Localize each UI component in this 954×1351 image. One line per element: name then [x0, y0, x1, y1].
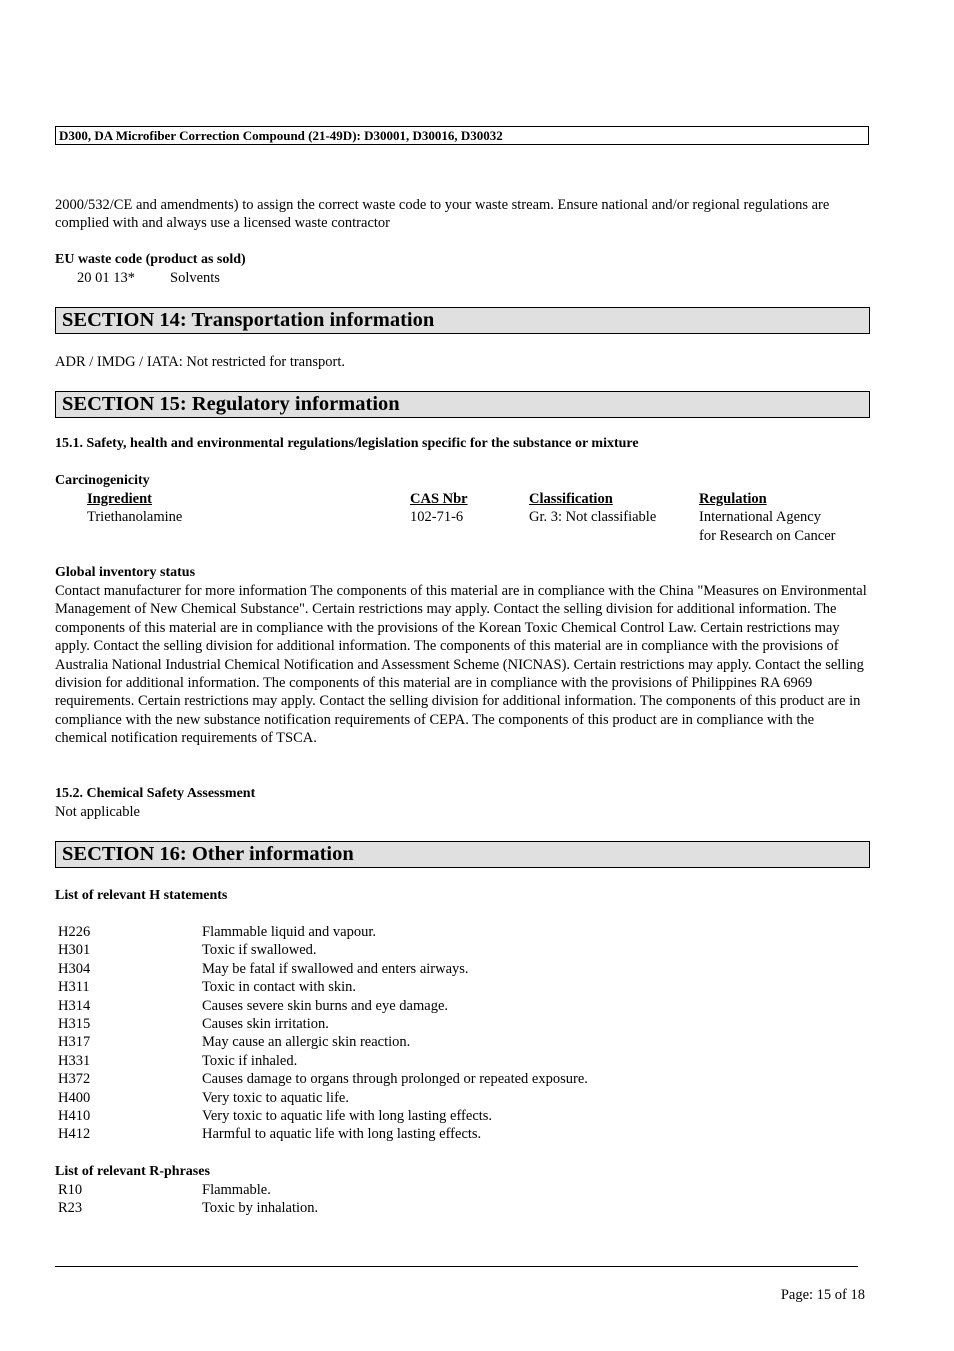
page-number: Page: 15 of 18	[780, 1287, 865, 1303]
h-statement-texts	[202, 923, 588, 1144]
h-statement-code: H317	[58, 1034, 91, 1051]
h-statement-code: H315	[58, 1015, 91, 1032]
chemical-safety-heading: 15.2. Chemical Safety Assessment	[55, 786, 256, 801]
h-statement-text: Harmful to aquatic life with long lasting effects.	[202, 1126, 482, 1143]
h-statement-text: May cause an allergic skin reaction.	[202, 1034, 411, 1051]
h-statements-heading: List of relevant H statements	[55, 888, 228, 903]
h-statement-text: Toxic in contact with skin.	[202, 979, 357, 996]
r-phrase-texts	[202, 1181, 318, 1218]
r-phrase-text: Flammable.	[202, 1182, 271, 1198]
h-statement-text: Flammable liquid and vapour.	[202, 924, 376, 940]
r-phrases-heading: List of relevant R-phrases	[55, 1164, 210, 1179]
table-cell-cas: 102-71-6	[410, 509, 464, 525]
r-phrase-codes	[58, 1181, 82, 1218]
h-statement-code: H372	[58, 1071, 91, 1088]
table-header-cas: CAS Nbr	[410, 491, 468, 507]
h-statement-text: Very toxic to aquatic life with long lasting effects.	[202, 1107, 493, 1124]
carcinogenicity-heading: Carcinogenicity	[55, 473, 150, 488]
h-statement-code: H301	[58, 942, 91, 959]
r-phrase-code: R23	[58, 1200, 83, 1217]
document-header: D300, DA Microfiber Correction Compound (21-49D): D30001, D30016, D30032	[55, 126, 869, 145]
footer-rule	[55, 1266, 858, 1267]
r-phrase-code: R10	[58, 1182, 83, 1198]
h-statement-code: H314	[58, 997, 91, 1014]
table-header-regulation: Regulation	[699, 491, 767, 507]
h-statement-code: H410	[58, 1107, 91, 1124]
r-phrase-text: Toxic by inhalation.	[202, 1200, 319, 1217]
global-inventory-heading: Global inventory status	[55, 565, 196, 580]
eu-waste-code: 20 01 13*	[77, 270, 135, 286]
global-inventory-text: Contact manufacturer for more information The components of this material are in compliance with the China "Measures on Environmental Management of New Chemical Substance". Certain restrictions may apply. Contact the selling division for additional information. The components of this material are in compliance with the provisions of the Korean Toxic Chemical Control Law. Certain restrictions may apply. Contact the selling division for additional information. The components of this material are in compliance with the provisions of Australia National Industrial Chemical Notification and Assessment Scheme (NICNAS). Certain restrictions may apply. Contact the selling division for additional information. The components of this material are in compliance with the provisions of Philippines RA 6969 requirements. Certain restrictions may apply. Contact the selling division for additional information. The components of this product are in compliance with the new substance notification requirements of CEPA. The components of this product are in compliance with the chemical notification requirements of TSCA.	[55, 583, 867, 747]
h-statement-code: H304	[58, 960, 91, 977]
section-16-title: SECTION 16: Other information	[55, 841, 870, 868]
h-statement-text: Causes damage to organs through prolonged or repeated exposure.	[202, 1071, 588, 1088]
h-statement-text: May be fatal if swallowed and enters airways.	[202, 960, 469, 977]
table-cell-regulation-line2: for Research on Cancer	[699, 528, 836, 544]
transport-text: ADR / IMDG / IATA: Not restricted for transport.	[55, 354, 345, 370]
h-statement-text: Causes severe skin burns and eye damage.	[202, 997, 449, 1014]
table-header-classification: Classification	[529, 491, 613, 507]
table-cell-classification: Gr. 3: Not classifiable	[529, 509, 657, 525]
table-header-ingredient: Ingredient	[87, 491, 152, 507]
h-statement-code: H400	[58, 1089, 91, 1106]
table-cell-ingredient: Triethanolamine	[87, 509, 183, 525]
section-14-title: SECTION 14: Transportation information	[55, 307, 870, 334]
chemical-safety-text: Not applicable	[55, 804, 140, 820]
h-statement-codes	[58, 923, 90, 1144]
table-cell-regulation-line1: International Agency	[699, 509, 821, 525]
h-statement-code: H311	[58, 979, 90, 996]
h-statement-code: H331	[58, 1052, 91, 1069]
eu-waste-code-heading: EU waste code (product as sold)	[55, 252, 246, 267]
waste-continued-text: 2000/532/CE and amendments) to assign the correct waste code to your waste stream. Ensure national and/or regional regulations are complied with and always use a licensed waste contractor	[55, 197, 830, 232]
h-statement-code: H412	[58, 1126, 91, 1143]
h-statement-text: Toxic if swallowed.	[202, 942, 317, 959]
h-statement-text: Toxic if inhaled.	[202, 1052, 298, 1069]
h-statement-text: Very toxic to aquatic life.	[202, 1089, 349, 1106]
h-statement-text: Causes skin irritation.	[202, 1015, 329, 1032]
section-15-title: SECTION 15: Regulatory information	[55, 391, 870, 418]
regulation-subheading-15-1: 15.1. Safety, health and environmental regulations/legislation specific for the substance or mixture	[55, 436, 639, 451]
eu-waste-code-description: Solvents	[170, 270, 220, 286]
h-statement-code: H226	[58, 924, 91, 940]
